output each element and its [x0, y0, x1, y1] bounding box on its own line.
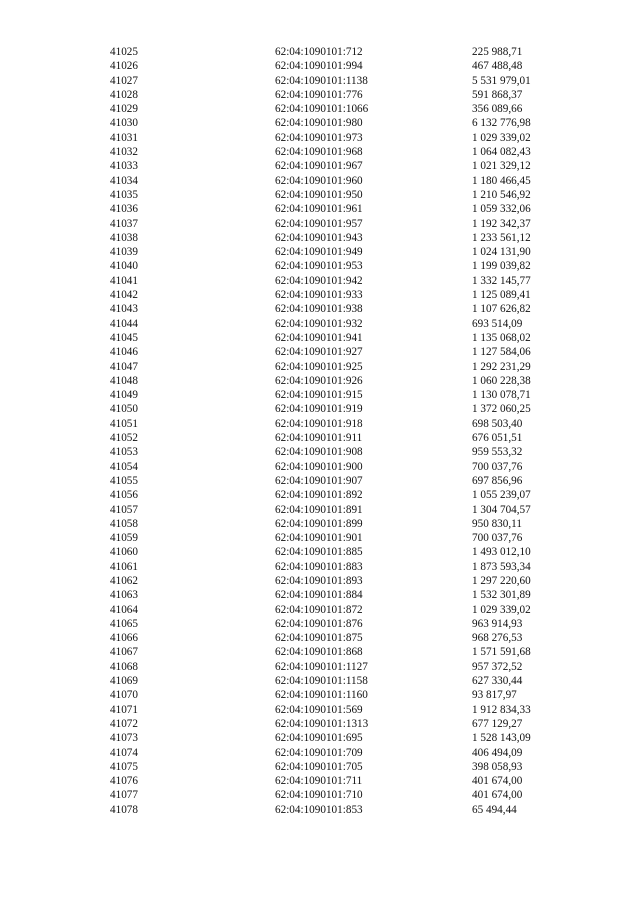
row-number: 41044: [110, 317, 138, 330]
cadastral-number: 62:04:1090101:943: [275, 231, 363, 244]
cadastral-value: 698 503,40: [472, 417, 523, 430]
row-number: 41066: [110, 632, 138, 645]
cadastral-value: 93 817,97: [472, 689, 517, 702]
cadastral-value: 1 571 591,68: [472, 646, 531, 659]
cadastral-number: 62:04:1090101:942: [275, 274, 363, 287]
table-row: [110, 717, 570, 731]
cadastral-number: 62:04:1090101:900: [275, 460, 363, 473]
cadastral-number: 62:04:1090101:884: [275, 589, 363, 602]
table-row: [110, 545, 570, 559]
row-number: 41050: [110, 403, 138, 416]
row-number: 41025: [110, 46, 138, 58]
cadastral-number: 62:04:1090101:926: [275, 374, 363, 387]
table-row: [110, 588, 570, 602]
cadastral-value: 1 233 561,12: [472, 231, 531, 244]
cadastral-value: 1 873 593,34: [472, 560, 531, 573]
cadastral-value: 1 060 228,38: [472, 374, 531, 387]
table-row: [110, 517, 570, 531]
row-number: 41029: [110, 103, 138, 116]
cadastral-value: 1 332 145,77: [472, 274, 531, 287]
cadastral-value: 5 531 979,01: [472, 74, 531, 87]
table-row: [110, 88, 570, 102]
row-number: 41028: [110, 88, 138, 101]
row-number: 41031: [110, 131, 138, 144]
cadastral-value: 1 493 012,10: [472, 546, 531, 559]
row-number: 41076: [110, 775, 138, 788]
table-row: [110, 503, 570, 517]
table-row: [110, 145, 570, 159]
row-number: 41056: [110, 489, 138, 502]
cadastral-number: 62:04:1090101:967: [275, 160, 363, 173]
table-row: [110, 531, 570, 545]
table-row: [110, 259, 570, 273]
cadastral-value: 1 304 704,57: [472, 503, 531, 516]
cadastral-value: 959 553,32: [472, 446, 523, 459]
table-row: [110, 431, 570, 445]
row-number: 41078: [110, 803, 138, 816]
row-number: 41045: [110, 331, 138, 344]
table-row: [110, 488, 570, 502]
cadastral-number: 62:04:1090101:960: [275, 174, 363, 187]
cadastral-value: 1 912 834,33: [472, 703, 531, 716]
row-number: 41073: [110, 732, 138, 745]
cadastral-number: 62:04:1090101:949: [275, 246, 363, 259]
row-number: 41065: [110, 617, 138, 630]
row-number: 41030: [110, 117, 138, 130]
cadastral-number: 62:04:1090101:1138: [275, 74, 368, 87]
cadastral-value: 1 130 078,71: [472, 389, 531, 402]
table-row: [110, 274, 570, 288]
table-row: [110, 116, 570, 130]
row-number: 41049: [110, 389, 138, 402]
cadastral-number: 62:04:1090101:892: [275, 489, 363, 502]
table-row: [110, 245, 570, 259]
cadastral-value: 1 125 089,41: [472, 289, 531, 302]
row-number: 41064: [110, 603, 138, 616]
row-number: 41041: [110, 274, 138, 287]
cadastral-number: 62:04:1090101:925: [275, 360, 363, 373]
cadastral-value: 700 037,76: [472, 532, 523, 545]
cadastral-number: 62:04:1090101:932: [275, 317, 363, 330]
row-number: 41075: [110, 760, 138, 773]
row-number: 41074: [110, 746, 138, 759]
cadastral-value: 225 988,71: [472, 46, 523, 58]
cadastral-number: 62:04:1090101:893: [275, 574, 363, 587]
table-row: [110, 731, 570, 745]
cadastral-value: 1 024 131,90: [472, 246, 531, 259]
cadastral-value: 1 059 332,06: [472, 203, 531, 216]
table-row: [110, 302, 570, 316]
cadastral-number: 62:04:1090101:901: [275, 532, 363, 545]
cadastral-number: 62:04:1090101:1127: [275, 660, 368, 673]
cadastral-number: 62:04:1090101:957: [275, 217, 363, 230]
cadastral-number: 62:04:1090101:872: [275, 603, 363, 616]
cadastral-number: 62:04:1090101:961: [275, 203, 363, 216]
cadastral-number: 62:04:1090101:875: [275, 632, 363, 645]
cadastral-value: 1 297 220,60: [472, 574, 531, 587]
row-number: 41048: [110, 374, 138, 387]
table-row: [110, 788, 570, 802]
row-number: 41034: [110, 174, 138, 187]
row-number: 41067: [110, 646, 138, 659]
table-row: [110, 202, 570, 216]
table-row: [110, 560, 570, 574]
row-number: 41061: [110, 560, 138, 573]
cadastral-value: 65 494,44: [472, 803, 517, 816]
cadastral-number: 62:04:1090101:853: [275, 803, 363, 816]
cadastral-number: 62:04:1090101:911: [275, 432, 363, 445]
table-row: [110, 474, 570, 488]
table-row: [110, 417, 570, 431]
table-row: [110, 388, 570, 402]
row-number: 41068: [110, 660, 138, 673]
cadastral-number: 62:04:1090101:973: [275, 131, 363, 144]
cadastral-value: 401 674,00: [472, 775, 523, 788]
row-number: 41071: [110, 703, 138, 716]
table-row: [110, 603, 570, 617]
row-number: 41036: [110, 203, 138, 216]
table-row: [110, 331, 570, 345]
row-number: 41063: [110, 589, 138, 602]
cadastral-number: 62:04:1090101:776: [275, 88, 363, 101]
row-number: 41057: [110, 503, 138, 516]
cadastral-number: 62:04:1090101:868: [275, 646, 363, 659]
row-number: 41069: [110, 675, 138, 688]
row-number: 41060: [110, 546, 138, 559]
cadastral-number: 62:04:1090101:883: [275, 560, 363, 573]
row-number: 41070: [110, 689, 138, 702]
cadastral-value: 1 528 143,09: [472, 732, 531, 745]
table-row: [110, 174, 570, 188]
cadastral-value: 1 135 068,02: [472, 331, 531, 344]
cadastral-number: 62:04:1090101:885: [275, 546, 363, 559]
table-row: [110, 231, 570, 245]
cadastral-value: 627 330,44: [472, 675, 523, 688]
cadastral-number: 62:04:1090101:918: [275, 417, 363, 430]
cadastral-number: 62:04:1090101:876: [275, 617, 363, 630]
row-number: 41058: [110, 517, 138, 530]
cadastral-value: 356 089,66: [472, 103, 523, 116]
cadastral-value: 6 132 776,98: [472, 117, 531, 130]
cadastral-value: 1 107 626,82: [472, 303, 531, 316]
table-row: [110, 760, 570, 774]
cadastral-value: 1 029 339,02: [472, 603, 531, 616]
cadastral-number: 62:04:1090101:899: [275, 517, 363, 530]
row-number: 41038: [110, 231, 138, 244]
cadastral-number: 62:04:1090101:919: [275, 403, 363, 416]
cadastral-number: 62:04:1090101:711: [275, 775, 363, 788]
cadastral-number: 62:04:1090101:695: [275, 732, 363, 745]
table-row: [110, 746, 570, 760]
row-number: 41077: [110, 789, 138, 802]
row-number: 41033: [110, 160, 138, 173]
cadastral-number: 62:04:1090101:938: [275, 303, 363, 316]
cadastral-value: 398 058,93: [472, 760, 523, 773]
cadastral-value: 1 055 239,07: [472, 489, 531, 502]
cadastral-value: 1 064 082,43: [472, 146, 531, 159]
cadastral-number: 62:04:1090101:710: [275, 789, 363, 802]
row-number: 41059: [110, 532, 138, 545]
table-row: [110, 74, 570, 88]
table-row: [110, 402, 570, 416]
cadastral-value: 1 210 546,92: [472, 188, 531, 201]
row-number: 41047: [110, 360, 138, 373]
cadastral-number: 62:04:1090101:907: [275, 474, 363, 487]
row-number: 41046: [110, 346, 138, 359]
cadastral-number: 62:04:1090101:1158: [275, 675, 368, 688]
table-row: [110, 617, 570, 631]
cadastral-value: 1 372 060,25: [472, 403, 531, 416]
cadastral-value-table: [110, 45, 570, 817]
cadastral-number: 62:04:1090101:953: [275, 260, 363, 273]
cadastral-number: 62:04:1090101:908: [275, 446, 363, 459]
table-row: [110, 317, 570, 331]
table-row: [110, 345, 570, 359]
cadastral-number: 62:04:1090101:968: [275, 146, 363, 159]
table-row: [110, 45, 570, 59]
cadastral-number: 62:04:1090101:980: [275, 117, 363, 130]
row-number: 41053: [110, 446, 138, 459]
table-row: [110, 688, 570, 702]
row-number: 41043: [110, 303, 138, 316]
table-row: [110, 374, 570, 388]
table-row: [110, 803, 570, 817]
cadastral-value: 1 021 329,12: [472, 160, 531, 173]
table-row: [110, 460, 570, 474]
cadastral-number: 62:04:1090101:1313: [275, 717, 369, 730]
cadastral-number: 62:04:1090101:712: [275, 46, 363, 58]
cadastral-value: 401 674,00: [472, 789, 523, 802]
table-row: [110, 188, 570, 202]
cadastral-value: 963 914,93: [472, 617, 523, 630]
cadastral-number: 62:04:1090101:1066: [275, 103, 369, 116]
cadastral-value: 1 029 339,02: [472, 131, 531, 144]
cadastral-value: 700 037,76: [472, 460, 523, 473]
cadastral-value: 697 856,96: [472, 474, 523, 487]
table-row: [110, 660, 570, 674]
row-number: 41032: [110, 146, 138, 159]
cadastral-value: 950 830,11: [472, 517, 522, 530]
row-number: 41052: [110, 432, 138, 445]
cadastral-value: 1 199 039,82: [472, 260, 531, 273]
row-number: 41039: [110, 246, 138, 259]
cadastral-number: 62:04:1090101:933: [275, 289, 363, 302]
cadastral-value: 406 494,09: [472, 746, 523, 759]
row-number: 41037: [110, 217, 138, 230]
cadastral-number: 62:04:1090101:994: [275, 60, 363, 73]
cadastral-value: 1 532 301,89: [472, 589, 531, 602]
row-number: 41042: [110, 289, 138, 302]
cadastral-value: 1 180 466,45: [472, 174, 531, 187]
cadastral-number: 62:04:1090101:891: [275, 503, 363, 516]
row-number: 41072: [110, 717, 138, 730]
table-row: [110, 217, 570, 231]
cadastral-number: 62:04:1090101:915: [275, 389, 363, 402]
table-row: [110, 159, 570, 173]
cadastral-value: 1 127 584,06: [472, 346, 531, 359]
row-number: 41027: [110, 74, 138, 87]
cadastral-value: 677 129,27: [472, 717, 523, 730]
cadastral-value: 1 192 342,37: [472, 217, 531, 230]
table-row: [110, 59, 570, 73]
table-row: [110, 631, 570, 645]
table-row: [110, 703, 570, 717]
cadastral-value: 1 292 231,29: [472, 360, 531, 373]
cadastral-number: 62:04:1090101:709: [275, 746, 363, 759]
cadastral-value: 591 868,37: [472, 88, 523, 101]
table-row: [110, 774, 570, 788]
table-row: [110, 574, 570, 588]
row-number: 41026: [110, 60, 138, 73]
cadastral-number: 62:04:1090101:569: [275, 703, 363, 716]
table-row: [110, 288, 570, 302]
cadastral-number: 62:04:1090101:927: [275, 346, 363, 359]
cadastral-number: 62:04:1090101:941: [275, 331, 363, 344]
cadastral-value: 676 051,51: [472, 432, 523, 445]
cadastral-value: 693 514,09: [472, 317, 523, 330]
table-row: [110, 645, 570, 659]
cadastral-number: 62:04:1090101:705: [275, 760, 363, 773]
table-body: [110, 45, 570, 817]
cadastral-value: 957 372,52: [472, 660, 523, 673]
row-number: 41040: [110, 260, 138, 273]
row-number: 41054: [110, 460, 138, 473]
cadastral-number: 62:04:1090101:950: [275, 188, 363, 201]
table-row: [110, 445, 570, 459]
cadastral-value: 467 488,48: [472, 60, 523, 73]
table-row: [110, 360, 570, 374]
row-number: 41035: [110, 188, 138, 201]
cadastral-number: 62:04:1090101:1160: [275, 689, 368, 702]
table-row: [110, 674, 570, 688]
table-row: [110, 131, 570, 145]
row-number: 41062: [110, 574, 138, 587]
row-number: 41051: [110, 417, 138, 430]
row-number: 41055: [110, 474, 138, 487]
cadastral-value: 968 276,53: [472, 632, 523, 645]
table-row: [110, 102, 570, 116]
